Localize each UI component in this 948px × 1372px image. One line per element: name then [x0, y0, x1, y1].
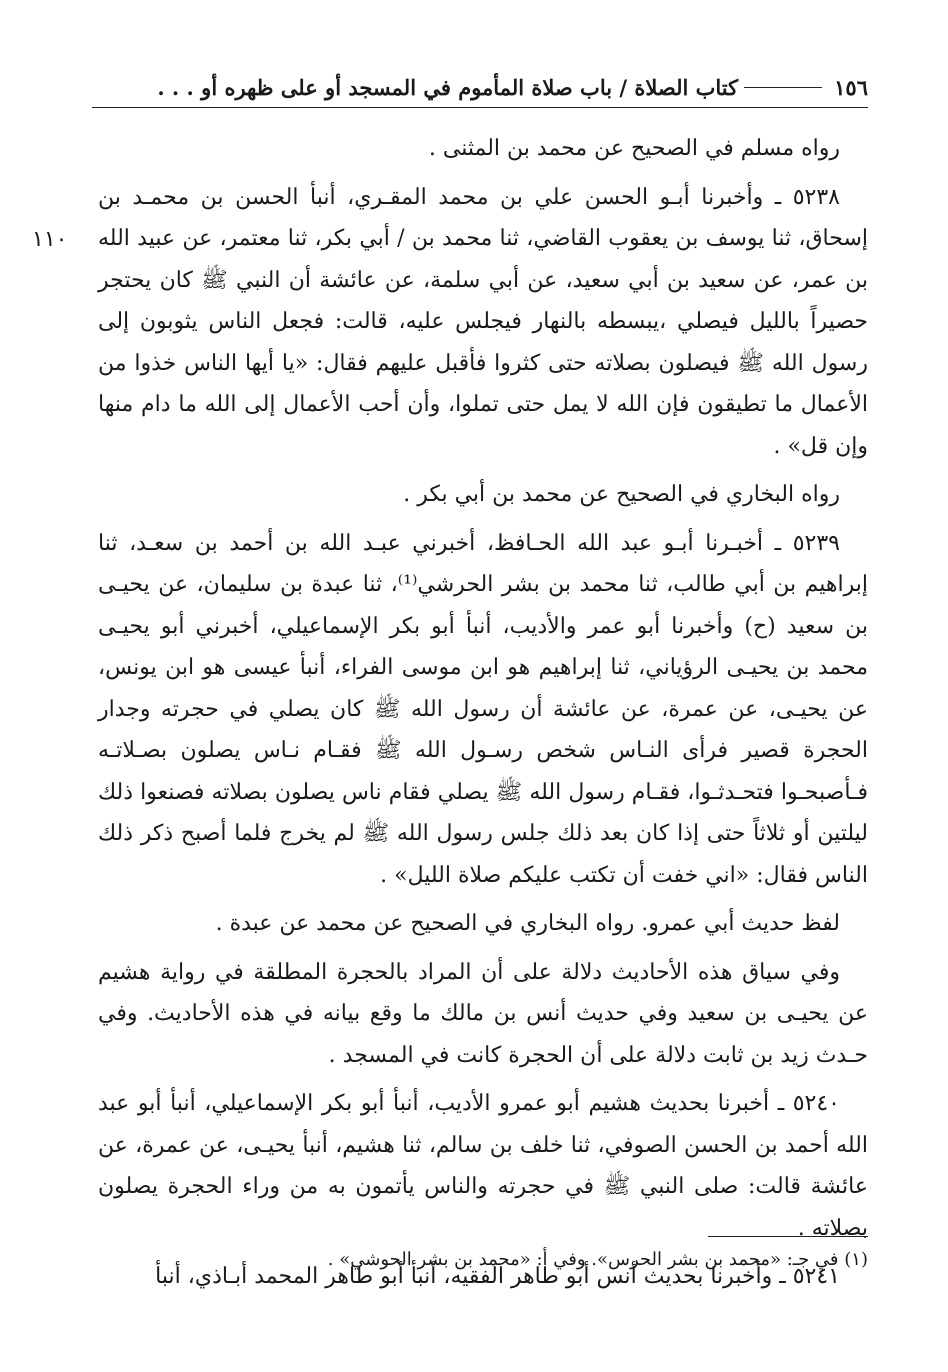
hadith-5239: ٥٢٣٩ ـ أخبـرنا أبـو عبد الله الحـافظ، أخبرني عبـد الله بن أحمد بن سعـد، ثنا إبراهيم بن أبي طالب، ثنا محمد بن بشر الحرشي⁽¹⁾، ثنا عبدة بن سليمان، عن يحيـى بن سعيد (ح) وأخبرنا أبو عمر والأديب، أنبأ أبو بكر الإسماعيلي، أخبرني أبو يحيـى محمد بن يحيـى الرؤياني، ثنا إبراهيم هو ابن موسى الفراء، أنبأ عيسى هو ابن يونس، عن يحيـى، عن عمرة، عن عائشة أن رسول الله ﷺ كان يصلي في حجرته وجدار الحجرة قصير فرأى النـاس شخص رسـول الله ﷺ فقـام نـاس يصلون بصـلاتـه فـأصبحـوا فتحـدثـوا، فقـام رسول الله ﷺ يصلي فقام ناس يصلون بصلاته فصنعوا ذلك ليلتين أو ثلاثاً حتى إذا كان بعد ذلك جلس رسول الله ﷺ لم يخرج فلما أصبح ذكر ذلك الناس فقال: «اني خفت أن تكتب عليكم صلاة الليل» . [98, 530, 869, 888]
margin-page-reference: ١١٠ [32, 227, 68, 252]
hadith-5240: ٥٢٤٠ ـ أخبرنا بحديث هشيم أبو عمرو الأديب، أنبأ أبو بكر الإسماعيلي، أنبأ أبو عبد الله أحمد بن الحسن الصوفي، ثنا خلف بن سالم، ثنا هشيم، أنبأ يحيـى، عن عمرة، عن عائشة قالت: صلى النبي ﷺ في حجرته والناس يأتمون به من وراء الحجرة يصلون بصلاته . [98, 1091, 869, 1241]
running-title: كتاب الصلاة / باب صلاة المأموم في المسجد أو على ظهره أو . . . [157, 74, 739, 100]
main-text [98, 128, 868, 1305]
header-dash-rule [744, 87, 822, 88]
hadith-5238: ٥٢٣٨ ـ وأخبرنا أبـو الحسن علي بن محمد المقـري، أنبأ الحسن بن محمـد بن إسحاق، ثنا يوسف بن يعقوب القاضي، ثنا محمد بن / أبي بكر، ثنا معتمر، عن عبيد الله بن عمر، عن سعيد بن أبي سعيد، عن أبي سلمة، عن عائشة أن النبي ﷺ كان يحتجر حصيراً بالليل فيصلي ،يبسطه بالنهار فيجلس عليه، قالت: فجعل الناس يثوبون إلى رسول الله ﷺ فيصلون بصلاته حتى كثروا فأقبل عليهم فقال: «يا أيها الناس خذوا من الأعمال ما تطيقون فإن الله لا يمل حتى تملوا، وأن أحب الأعمال إلى الله ما دام منها وإن قل» . [98, 184, 868, 459]
paragraph-muslim-citation: رواه مسلم في الصحيح عن محمد بن المثنى . [428, 136, 840, 161]
paragraph-bukhari-citation: رواه البخاري في الصحيح عن محمد بن أبي بكر . [403, 482, 840, 507]
footnote-divider [708, 1236, 868, 1237]
hadith-5241: ٥٢٤١ ـ وأخبرنا بحديث أنس أبو طاهر الفقيه، أنبأ أبو طاهر المحمد أبـاذي، أنبأ [155, 1264, 840, 1289]
paragraph-wording-note: لفظ حديث أبي عمرو. رواه البخاري في الصحيح عن محمد عن عبدة . [215, 911, 840, 936]
footnote-1: (١) في جـ: «محمد بن بشر الحرس». وفي أ: «محمد بن بشر الحوشي» . [327, 1249, 868, 1270]
paragraph-commentary: وفي سياق هذه الأحاديث دلالة على أن المراد بالحجرة المطلقة في رواية هشيم عن يحيـى بن سعيد وفي حديث أنس بن مالك ما وقع بيانه في هذه الأحاديث. وفي حـدث زيد بن ثابت دلالة على أن الحجرة كانت في المسجد . [98, 959, 868, 1068]
running-header [92, 70, 868, 104]
header-divider [92, 107, 868, 108]
page-number: ١٥٦ [834, 74, 868, 100]
